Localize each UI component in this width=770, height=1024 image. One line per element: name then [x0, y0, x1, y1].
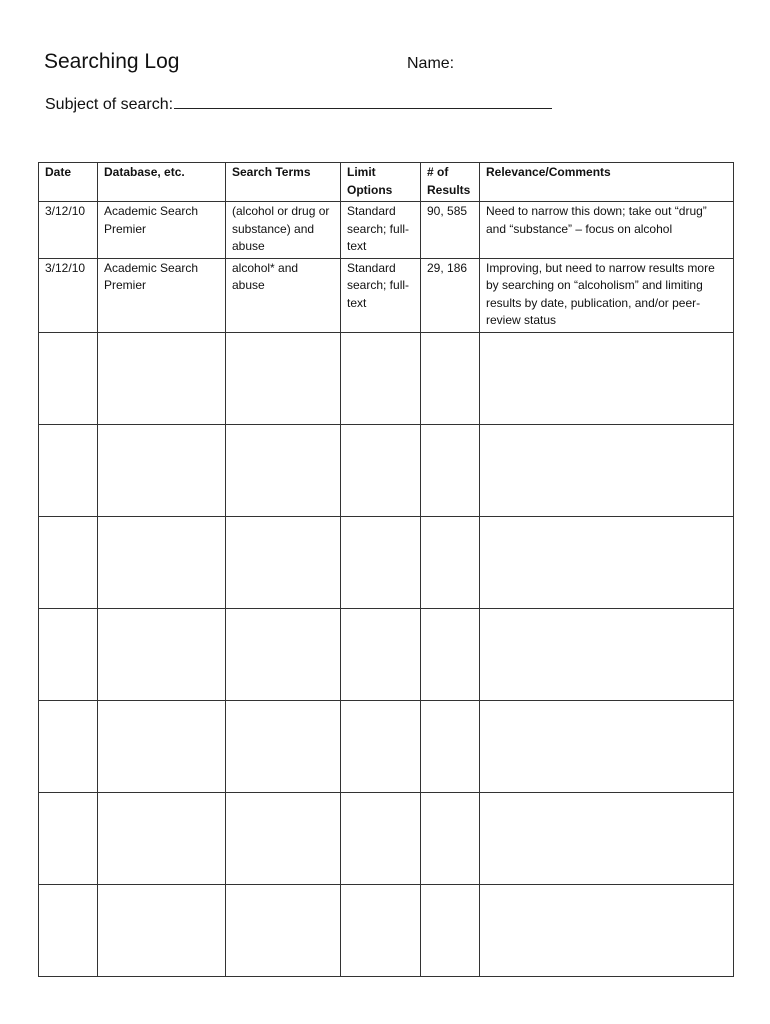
page-title: Searching Log: [44, 50, 180, 73]
blank-table-row: [39, 884, 734, 976]
blank-cell-search-terms: [226, 332, 341, 424]
cell-search-terms: alcohol* and abuse: [226, 258, 341, 332]
blank-cell-date: [39, 884, 98, 976]
cell-results: 90, 585: [421, 202, 480, 259]
cell-limit-options: Standard search; full-text: [341, 202, 421, 259]
column-header-date: Date: [39, 163, 98, 202]
blank-cell-search-terms: [226, 608, 341, 700]
blank-cell-date: [39, 792, 98, 884]
blank-cell-comments: [480, 700, 734, 792]
table-row: [39, 258, 734, 332]
blank-cell-database: [98, 884, 226, 976]
blank-cell-comments: [480, 608, 734, 700]
cell-search-terms: (alcohol or drug or substance) and abuse: [226, 202, 341, 259]
blank-table-row: [39, 424, 734, 516]
blank-cell-limit-options: [341, 332, 421, 424]
blank-cell-database: [98, 792, 226, 884]
blank-table-row: [39, 332, 734, 424]
blank-cell-search-terms: [226, 516, 341, 608]
cell-date: 3/12/10: [39, 258, 98, 332]
blank-cell-limit-options: [341, 792, 421, 884]
blank-cell-results: [421, 608, 480, 700]
searching-log-table: [38, 162, 734, 977]
blank-cell-results: [421, 332, 480, 424]
blank-cell-database: [98, 424, 226, 516]
cell-database: Academic Search Premier: [98, 258, 226, 332]
cell-comments: Improving, but need to narrow results more by searching on “alcoholism” and limiting results by date, publication, and/or peer-review status: [480, 258, 734, 332]
column-header-database: Database, etc.: [98, 163, 226, 202]
blank-cell-date: [39, 700, 98, 792]
blank-cell-results: [421, 884, 480, 976]
column-header-search-terms: Search Terms: [226, 163, 341, 202]
blank-cell-comments: [480, 884, 734, 976]
blank-cell-limit-options: [341, 424, 421, 516]
blank-table-row: [39, 792, 734, 884]
table-header-row: [39, 163, 734, 202]
blank-cell-search-terms: [226, 792, 341, 884]
column-header-limit-options: Limit Options: [341, 163, 421, 202]
cell-date: 3/12/10: [39, 202, 98, 259]
blank-cell-search-terms: [226, 424, 341, 516]
blank-cell-date: [39, 608, 98, 700]
blank-cell-database: [98, 516, 226, 608]
blank-cell-comments: [480, 424, 734, 516]
column-header-results: # of Results: [421, 163, 480, 202]
blank-cell-database: [98, 608, 226, 700]
blank-cell-limit-options: [341, 516, 421, 608]
blank-table-row: [39, 516, 734, 608]
blank-cell-comments: [480, 792, 734, 884]
blank-table-row: [39, 700, 734, 792]
blank-cell-date: [39, 516, 98, 608]
blank-cell-database: [98, 332, 226, 424]
subject-label: Subject of search:: [45, 96, 174, 113]
blank-cell-limit-options: [341, 608, 421, 700]
name-label: Name:: [407, 55, 455, 72]
blank-cell-results: [421, 516, 480, 608]
table-row: [39, 202, 734, 259]
blank-cell-comments: [480, 332, 734, 424]
blank-cell-date: [39, 332, 98, 424]
cell-comments: Need to narrow this down; take out “drug” and “substance” – focus on alcohol: [480, 202, 734, 259]
column-header-comments: Relevance/Comments: [480, 163, 734, 202]
blank-table-row: [39, 608, 734, 700]
cell-limit-options: Standard search; full-text: [341, 258, 421, 332]
blank-cell-limit-options: [341, 700, 421, 792]
blank-cell-date: [39, 424, 98, 516]
blank-cell-search-terms: [226, 700, 341, 792]
cell-database: Academic Search Premier: [98, 202, 226, 259]
cell-results: 29, 186: [421, 258, 480, 332]
blank-cell-search-terms: [226, 884, 341, 976]
blank-cell-results: [421, 792, 480, 884]
subject-blank-line: [174, 93, 552, 109]
blank-cell-comments: [480, 516, 734, 608]
subject-of-search: [45, 93, 552, 116]
blank-cell-limit-options: [341, 884, 421, 976]
blank-cell-results: [421, 700, 480, 792]
blank-cell-results: [421, 424, 480, 516]
blank-cell-database: [98, 700, 226, 792]
